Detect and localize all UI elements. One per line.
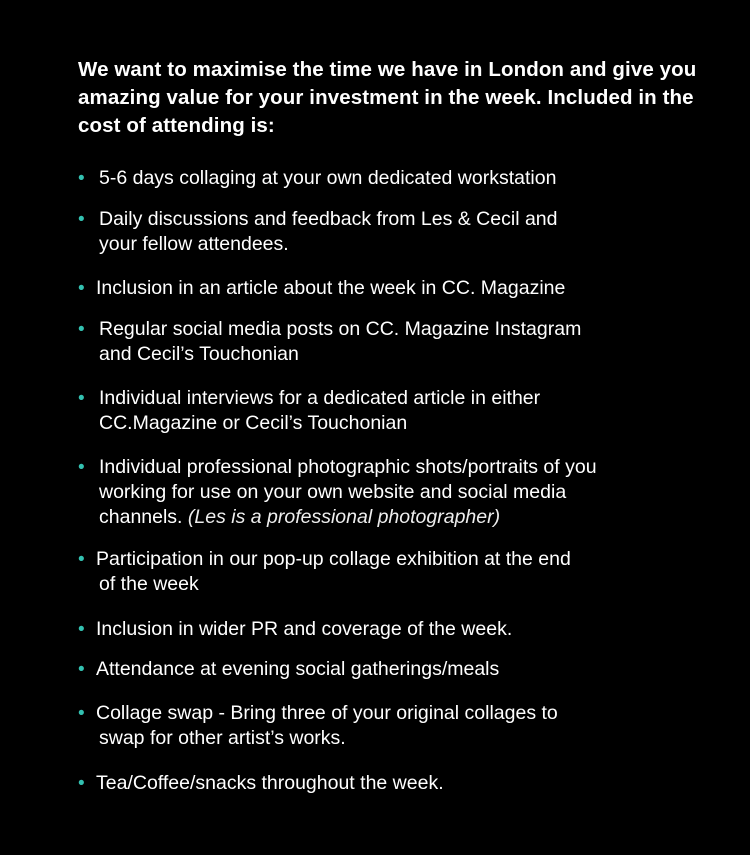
list-item-text: Regular social media posts on CC. Magazine Instagram and Cecil’s Touchonian <box>99 318 582 365</box>
bullet-icon: • <box>78 619 85 640</box>
list-item <box>78 771 698 796</box>
list-item-text: Individual interviews for a dedicated article in either CC.Magazine or Cecil’s Touchonian <box>99 387 541 434</box>
bullet-icon: • <box>78 319 85 340</box>
intro-block <box>78 56 718 140</box>
list-item <box>78 207 698 257</box>
bullet-icon: • <box>78 549 85 570</box>
list-item <box>78 386 698 436</box>
list-item <box>78 657 698 682</box>
bullet-icon: • <box>78 168 85 189</box>
bullet-icon: • <box>78 703 85 724</box>
list-item-text: Daily discussions and feedback from Les & Cecil and your fellow attendees. <box>99 208 558 255</box>
bullet-icon: • <box>78 457 85 478</box>
list-item-text: Collage swap - Bring three of your original collages to swap for other artist’s works. <box>96 702 558 749</box>
list-item <box>78 317 698 367</box>
bullet-icon: • <box>78 659 85 680</box>
list-item <box>78 617 698 642</box>
photographer-note: (Les is a professional photographer) <box>187 506 501 528</box>
bullet-icon: • <box>78 773 85 794</box>
list-item <box>78 455 698 530</box>
list-item-text: 5-6 days collaging at your own dedicated workstation <box>99 167 557 189</box>
list-item <box>78 547 698 597</box>
list-item <box>78 166 698 191</box>
list-item-text: Participation in our pop-up collage exhibition at the end of the week <box>96 548 571 595</box>
list-item-text: Individual professional photographic shots/portraits of you working for use on your own website and social media channels. (Les is a professional photographer) <box>99 456 597 528</box>
bullet-icon: • <box>78 209 85 230</box>
intro-paragraph: We want to maximise the time we have in London and give you amazing value for your investment in the week. Included in the cost of attending is: <box>78 58 697 137</box>
list-item-text: Attendance at evening social gatherings/meals <box>96 658 500 680</box>
list-item-text: Inclusion in wider PR and coverage of the week. <box>96 618 513 640</box>
list-item <box>78 276 698 301</box>
list-item-text: Inclusion in an article about the week in CC. Magazine <box>96 277 566 299</box>
bullet-icon: • <box>78 278 85 299</box>
list-item-text: Tea/Coffee/snacks throughout the week. <box>96 772 444 794</box>
list-item <box>78 701 698 751</box>
bullet-icon: • <box>78 388 85 409</box>
